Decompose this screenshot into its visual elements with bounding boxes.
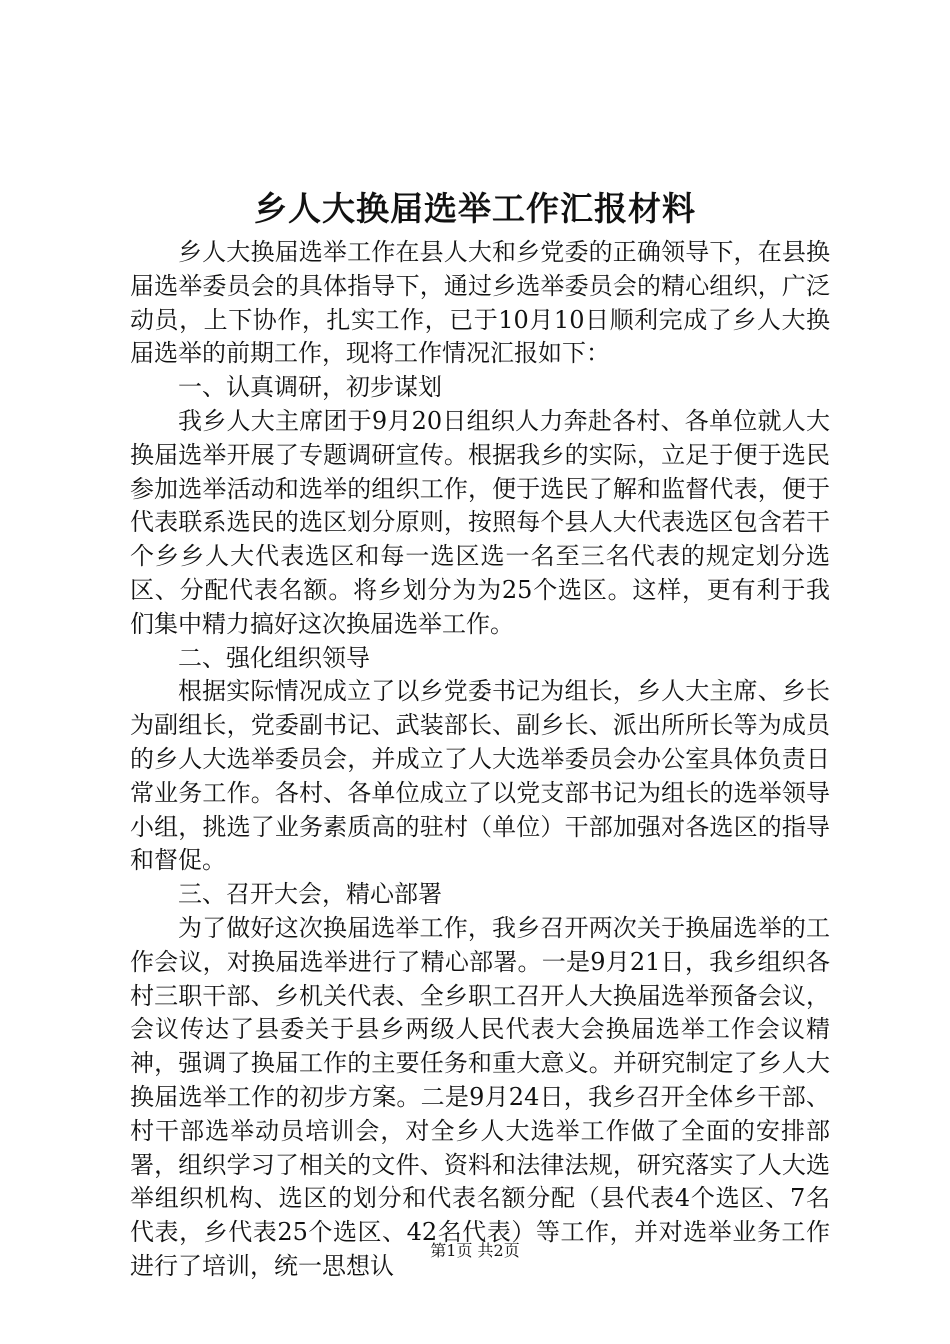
section-heading-3: 三、召开大会，精心部署	[178, 880, 442, 909]
section-heading-2: 二、强化组织领导	[178, 643, 370, 672]
section-3-paragraph: 为了做好这次换届选举工作，我乡召开两次关于换届选举的工作会议，对换届选举进行了精心部署。一是9月21日，我乡组织各村三职干部、乡机关代表、全乡职工召开人大换届选举预备会议，会议传达了县委关于县乡两级人民代表大会换届选举工作会议精神，强调了换届工作的主要任务和重大意义。并研究制定了乡人大换届选举工作的初步方案。二是9月24日，我乡召开全体乡干部、村干部选举动员培训会，对全乡人大选举工作做了全面的安排部署，组织学习了相关的文件、资料和法律法规，研究落实了人大选举组织机构、选区的划分和代表名额分配（县代表4个选区、7名代表，乡代表25个选区、42名代表）等工作，并对选举业务工作进行了培训，统一思想认	[130, 913, 830, 1280]
section-heading-1: 一、认真调研，初步谋划	[178, 373, 442, 402]
section-1-paragraph: 我乡人大主席团于9月20日组织人力奔赴各村、各单位就人大换届选举开展了专题调研宣传。根据我乡的实际，立足于便于选民参加选举活动和选举的组织工作，便于选民了解和监督代表，便于代表联系选民的选区划分原则，按照每个县人大代表选区包含若干个乡乡人大代表选区和每一选区选一名至三名代表的规定划分选区、分配代表名额。将乡划分为为25个选区。这样，更有利于我们集中精力搞好这次换届选举工作。	[130, 406, 830, 638]
document-title: 乡人大换届选举工作汇报材料	[254, 189, 696, 228]
intro-paragraph: 乡人大换届选举工作在县人大和乡党委的正确领导下，在县换届选举委员会的具体指导下，通过乡选举委员会的精心组织，广泛动员，上下协作，扎实工作，已于10月10日顺利完成了乡人大换届选举的前期工作，现将工作情况汇报如下：	[130, 238, 830, 368]
section-2-paragraph: 根据实际情况成立了以乡党委书记为组长，乡人大主席、乡长为副组长，党委副书记、武装部长、副乡长、派出所所长等为成员的乡人大选举委员会，并成立了人大选举委员会办公室具体负责日常业务工作。各村、各单位成立了以党支部书记为组长的选举领导小组，挑选了业务素质高的驻村（单位）干部加强对各选区的指导和督促。	[130, 677, 830, 875]
document-body	[130, 236, 830, 1284]
page-number-footer: 第1页 共2页	[430, 1241, 520, 1260]
